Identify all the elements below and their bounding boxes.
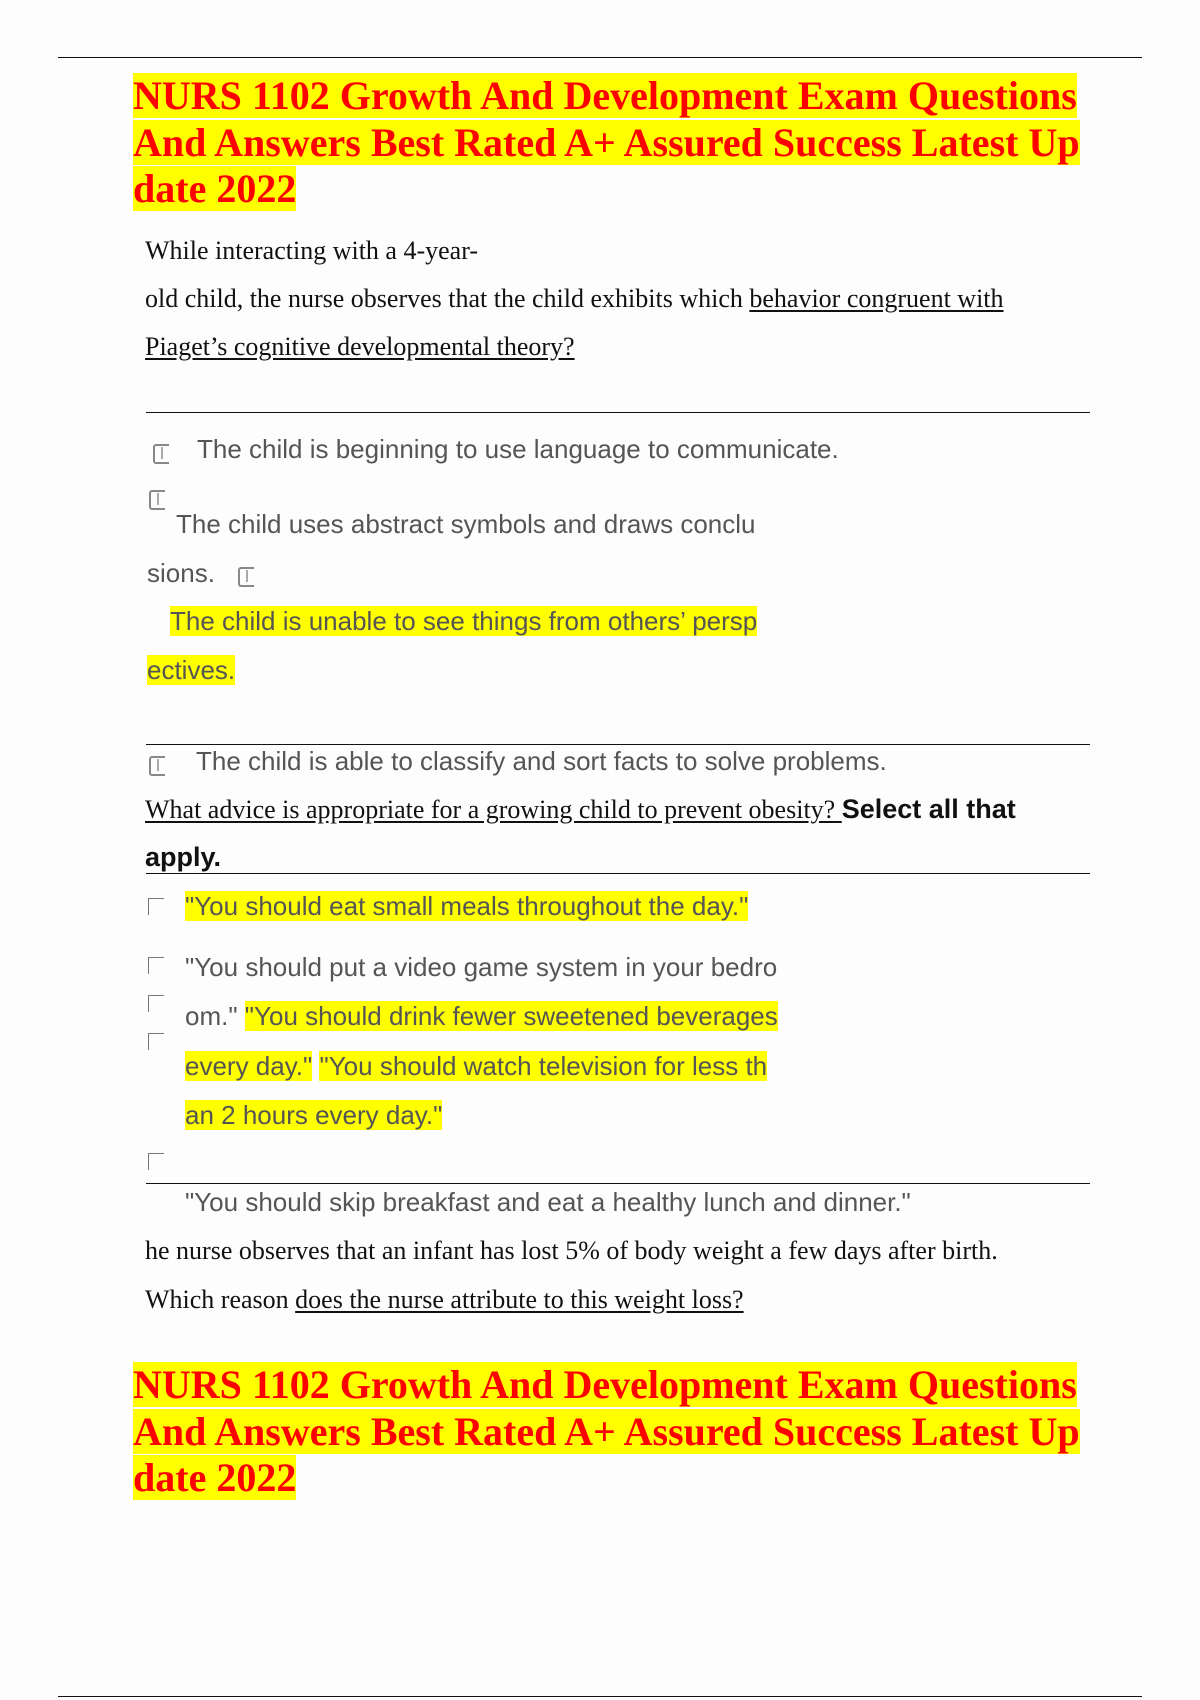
q2-prompt-bold: Select all that: [841, 794, 1016, 824]
q2-option-b-line-1[interactable]: "You should put a video game system in your bedro: [185, 952, 778, 982]
q2-option-c-checkbox-icon[interactable]: [148, 995, 164, 1012]
q2-divider: [146, 873, 1090, 874]
q1-option-c-line-1[interactable]: [170, 606, 757, 637]
q1-option-b-line-1[interactable]: The child uses abstract symbols and draws conclu: [176, 509, 756, 539]
q2-option-e-checkbox-icon[interactable]: [148, 1153, 164, 1170]
q2-option-d-text-2: an 2 hours every day.": [185, 1100, 443, 1130]
q3-line-1: he nurse observes that an infant has lost 5% of body weight a few days after birth.: [145, 1236, 998, 1265]
q2-prompt: [145, 794, 1016, 825]
footer-title-line-1: NURS 1102 Growth And Development Exam Questions: [133, 1362, 1077, 1407]
top-rule: [58, 57, 1142, 58]
footer-title: [133, 1362, 1153, 1502]
q3-line-2-underlined: does the nurse attribute to this weight loss?: [295, 1285, 744, 1314]
q1-line-2-text: old child, the nurse observes that the child exhibits which: [145, 284, 750, 313]
title-line-1: NURS 1102 Growth And Development Exam Questions: [133, 73, 1077, 118]
q2-option-a-text: "You should eat small meals throughout the day.": [185, 891, 749, 921]
q1-option-d[interactable]: The child is able to classify and sort facts to solve problems.: [196, 746, 887, 776]
q1-option-b-radio-icon[interactable]: [149, 490, 167, 508]
q2-option-d-line-2[interactable]: [185, 1100, 442, 1131]
q1-option-b-line-2[interactable]: sions.: [147, 558, 215, 588]
q1-option-c-text-1: The child is unable to see things from others’ persp: [170, 606, 758, 636]
q2-option-c-text-2: every day.": [185, 1051, 313, 1081]
q1-line-1: While interacting with a 4-year-: [145, 236, 478, 265]
q2-option-b-text-2: om.": [185, 1001, 245, 1031]
q1-option-c-line-2[interactable]: [147, 655, 235, 686]
q2-prompt-line-2: apply.: [145, 842, 222, 872]
q3-line-2-text: Which reason: [145, 1285, 296, 1314]
q3-line-2: [145, 1285, 744, 1315]
q2-option-e[interactable]: "You should skip breakfast and eat a healthy lunch and dinner.": [185, 1187, 911, 1217]
q1-line-3: Piaget’s cognitive developmental theory?: [145, 332, 575, 361]
q2-option-c-text-1: "You should drink fewer sweetened beverages: [244, 1001, 778, 1031]
q2-option-divider: [146, 1183, 1090, 1184]
q1-option-a-radio-icon[interactable]: [153, 444, 171, 462]
q1-option-divider: [146, 744, 1090, 745]
q2-option-c-d-line[interactable]: [185, 1051, 767, 1082]
q2-option-a[interactable]: [185, 891, 748, 922]
q2-prompt-text: What advice is appropriate for a growing child to prevent obesity?: [145, 795, 842, 824]
q2-option-d-text-1: "You should watch television for less th: [319, 1051, 768, 1081]
title-line-3: date 2022: [133, 166, 297, 211]
q2-option-d-checkbox-icon[interactable]: [148, 1033, 164, 1050]
q1-divider: [146, 412, 1090, 413]
q1-option-c-radio-icon[interactable]: [238, 567, 256, 585]
q2-option-b-checkbox-icon[interactable]: [148, 957, 164, 974]
q1-option-d-radio-icon[interactable]: [149, 756, 167, 774]
q1-line-2: [145, 284, 1004, 314]
footer-title-line-3: date 2022: [133, 1455, 297, 1500]
q1-option-a[interactable]: The child is beginning to use language to communicate.: [197, 434, 839, 464]
page-title: [133, 73, 1153, 213]
q1-line-2-underlined: behavior congruent with: [749, 284, 1004, 313]
bottom-rule: [58, 1696, 1142, 1697]
q2-option-b-c-line[interactable]: [185, 1001, 778, 1032]
q1-option-c-text-2: ectives.: [147, 655, 236, 685]
title-line-2: And Answers Best Rated A+ Assured Success Latest Up: [133, 119, 1080, 165]
footer-title-line-2: And Answers Best Rated A+ Assured Success Latest Up: [133, 1408, 1080, 1454]
q2-option-a-checkbox-icon[interactable]: [148, 898, 164, 915]
